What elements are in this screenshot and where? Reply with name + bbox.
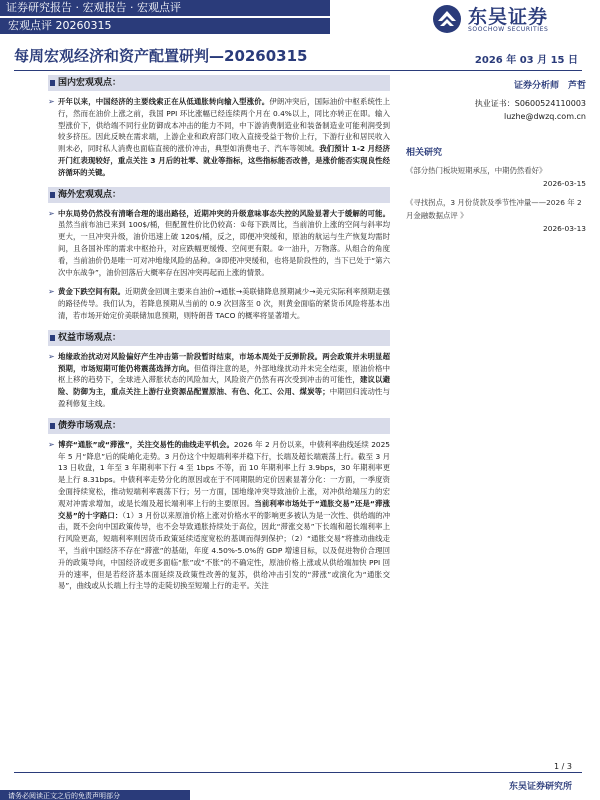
related-research-date: 2026-03-13 [543, 224, 586, 233]
section-heading-equity: 权益市场观点： [48, 330, 390, 346]
page-number: 1 / 3 [554, 762, 572, 771]
paragraph-bond [48, 439, 390, 592]
main-content [48, 75, 390, 600]
body-text-after: 中期回归流动性与盈利修复主线。 [58, 387, 390, 408]
report-date: 2026 年 03 月 15 日 [474, 55, 578, 66]
soochow-logo-icon [432, 4, 462, 34]
body-text: 2026 年 2 月份以来，中债利率曲线延续 2025 年 5 月“降息”后的陡峭化走势。3 月份这个中短端利率并稳下行，长端及超长端震荡上行。截至 3 月 13 日收盘，1 年至 3 年期利率下行 4 至 1bps 不等，而 10 年期利率上行 3.9bps，30 年期利率更是上行 8.31bps。中债利率走势分化的原因或在于不同期限的定价因素显著分化：一方面，一季度资金面持续宽松，推动短端利率震荡下行；另一方面，国地缘冲突导致油价上涨，对冲供给端压力的宏观对冲需求增加，或是长端及超长端利率上行的主要原因。 [58, 439, 391, 508]
logo-text-en: SOOCHOW SECURITIES [468, 26, 549, 33]
arrow-bullet-icon: ➢ [48, 351, 55, 361]
bold-lead: 黄金下跌空间有限。 [58, 287, 126, 297]
arrow-bullet-icon: ➢ [48, 97, 55, 106]
body-text-after: （1）3 月份以来原油价格上涨对价格水平的影响更多被认为是一次性、供给端的冲击，既不会向中国政策传导，也不会导致通胀持续处于高位，因此“滞涨交易”下长端和超长端利率上行风险更高，短端利率则因货币政策延续适度宽松的基调而得到保护；（2）“通胀交易”将推动曲线走平，当前中国经济不存在“滞涨”的基础，年度 4.50%-5.0%的 GDP 增速目标，以及促进物价合理回升的政策导向，中国经济或更多面临“胀”或“不胀”的不确定性，原油价格上涨或从供给端加快 PPI 回升的速率，但是若经济基本面延续及政策性改善的复苏，供给冲击引发的“滞涨”或演化为“通胀交易”，曲线或从长端上行主导的走陡切换至短端上行的走平。关注 [58, 510, 391, 591]
bold-tail: 我们预计 1-2 月经济开门红表现较好，重点关注 3 月后的社零、就业等指标，这些指标能否改善，是涨价能否实现良性经济循环的关键。 [58, 144, 390, 177]
logo-text-cn: 东吴证券 [468, 6, 549, 28]
arrow-bullet-icon: ➢ [48, 208, 55, 218]
arrow-bullet-icon: ➢ [48, 287, 55, 297]
body-text: 虽然当前布油已来到 100$/桶，但配置性价比仍较高：①每下跌周比，当前油价上涨的空间与斜率均更大，一旦冲突升级，油价迅速上破 120$/桶，反之，即便冲突缓和，原油的航运与生产恢复均需时间，且各国补库的需求中枢抬升，对应跌幅更缓慢、空间更有限。②一油升，万物落。从组合的角度看，当前油价仍是唯一可对冲地缘风险的品种。③即使冲突缓和，也将是阶段性的，当下已处于“第六次中东战争”，油价回落后大概率存在因冲突再起而上涨的情景。 [58, 220, 390, 277]
paragraph-equity [48, 351, 390, 410]
body-text: 伊朗冲突后，国际油价中枢系统性上行，然而在油价上涨之前，我国 PPI 环比涨幅已经连续两个月在 0.4%以上，同比亦转正在即。输入型涨价下，供给端不同行业防御成本冲击的能力不同，中下游消费制造业和装备制造业可能利润受到较多挤压。因此反映在需求端，上游企业和政府部门收入直接受益于物价上行，下游行业和居民收入则未必，同时私人消费也面临直接的涨价冲击，典型如消费电子、汽车等领域。 [58, 97, 390, 154]
header-divider [14, 70, 582, 71]
body-text: 但值得注意的是，外部地缘扰动并未完全结束，原油价格中枢上移的趋势下，全球进入滞胀状态的风险加大，风险资产仍然有再次受到冲击的可能性， [58, 363, 390, 385]
section-heading-domestic: 国内宏观观点： [48, 75, 390, 91]
bold-tail: 建议以避险、防御为主，重点关注上游行业资源品配置原油、有色、化工、公用、煤炭等； [58, 375, 390, 397]
sidebar [406, 78, 586, 241]
report-type-tag: 宏观点评 20260315 [0, 18, 330, 34]
bold-lead: 开年以来，中国经济的主要线索正在从低通胀转向输入型涨价。 [58, 97, 270, 106]
arrow-bullet-icon: ➢ [48, 439, 55, 449]
analyst-cert: 执业证书：S0600524110003 [474, 99, 586, 108]
related-research-link[interactable]: 《寻找拐点，3 月份货款及季节性冲量——2026 年 2 月金融数据点评 》 [406, 198, 582, 220]
report-title: 每周宏观经济和资产配置研判—20260315 [14, 47, 308, 65]
bold-lead: 地缘政治扰动对风险偏好产生冲击第一阶段暂时结束，市场本周处于反弹阶段。两会政策并未明显超预期，市场短期可能仍将震荡选择方向。 [58, 351, 390, 373]
section-heading-overseas: 海外宏观观点： [48, 187, 390, 203]
section-heading-bond: 债券市场观点： [48, 418, 390, 434]
bold-lead: 博弈“通胀”或“滞涨”，关注交易性的曲线走平机会。 [58, 439, 234, 449]
related-research-heading: 相关研究 [406, 148, 443, 158]
bold-tail: 当前利率市场处于“通胀交易”还是“滞涨交易”的十字路口： [58, 498, 390, 520]
footer-firm-name: 东吴证券研究所 [508, 782, 572, 792]
paragraph-domestic [48, 96, 390, 179]
bold-lead: 中东局势仍然没有清晰合理的退出路径，近期冲突的升级意味事态失控的风险显著大于缓解的可能。 [58, 208, 390, 218]
paragraph-overseas-oil [48, 208, 390, 279]
disclaimer-note: 请务必阅读正文之后的免责声明部分 [0, 790, 190, 800]
top-bar: 证券研究报告 · 宏观报告 · 宏观点评 [0, 0, 330, 16]
analyst-email[interactable]: luzhe@dwzq.com.cn [503, 112, 586, 121]
body-text: 近期黄金回调主要来自油价→通胀→美联储降息预期减少→美元实际利率预期走强的路径传导。我们认为，若降息预期从当前的 0.9 次回落至 0 次，则黄金面临的紧货币风险将基本出清，若市场开始定价美联储加息预期，则特朗普 TACO 的概率将显著增大。 [58, 287, 390, 320]
related-research-link[interactable]: 《部分热门板块短期承压，中期仍然看好》 [406, 166, 547, 175]
paragraph-overseas-gold [48, 286, 390, 321]
analyst-name: 证券分析师 芦哲 [513, 81, 586, 91]
footer-divider [14, 772, 582, 773]
related-research-date: 2026-03-15 [543, 179, 586, 188]
firm-logo [432, 2, 592, 38]
